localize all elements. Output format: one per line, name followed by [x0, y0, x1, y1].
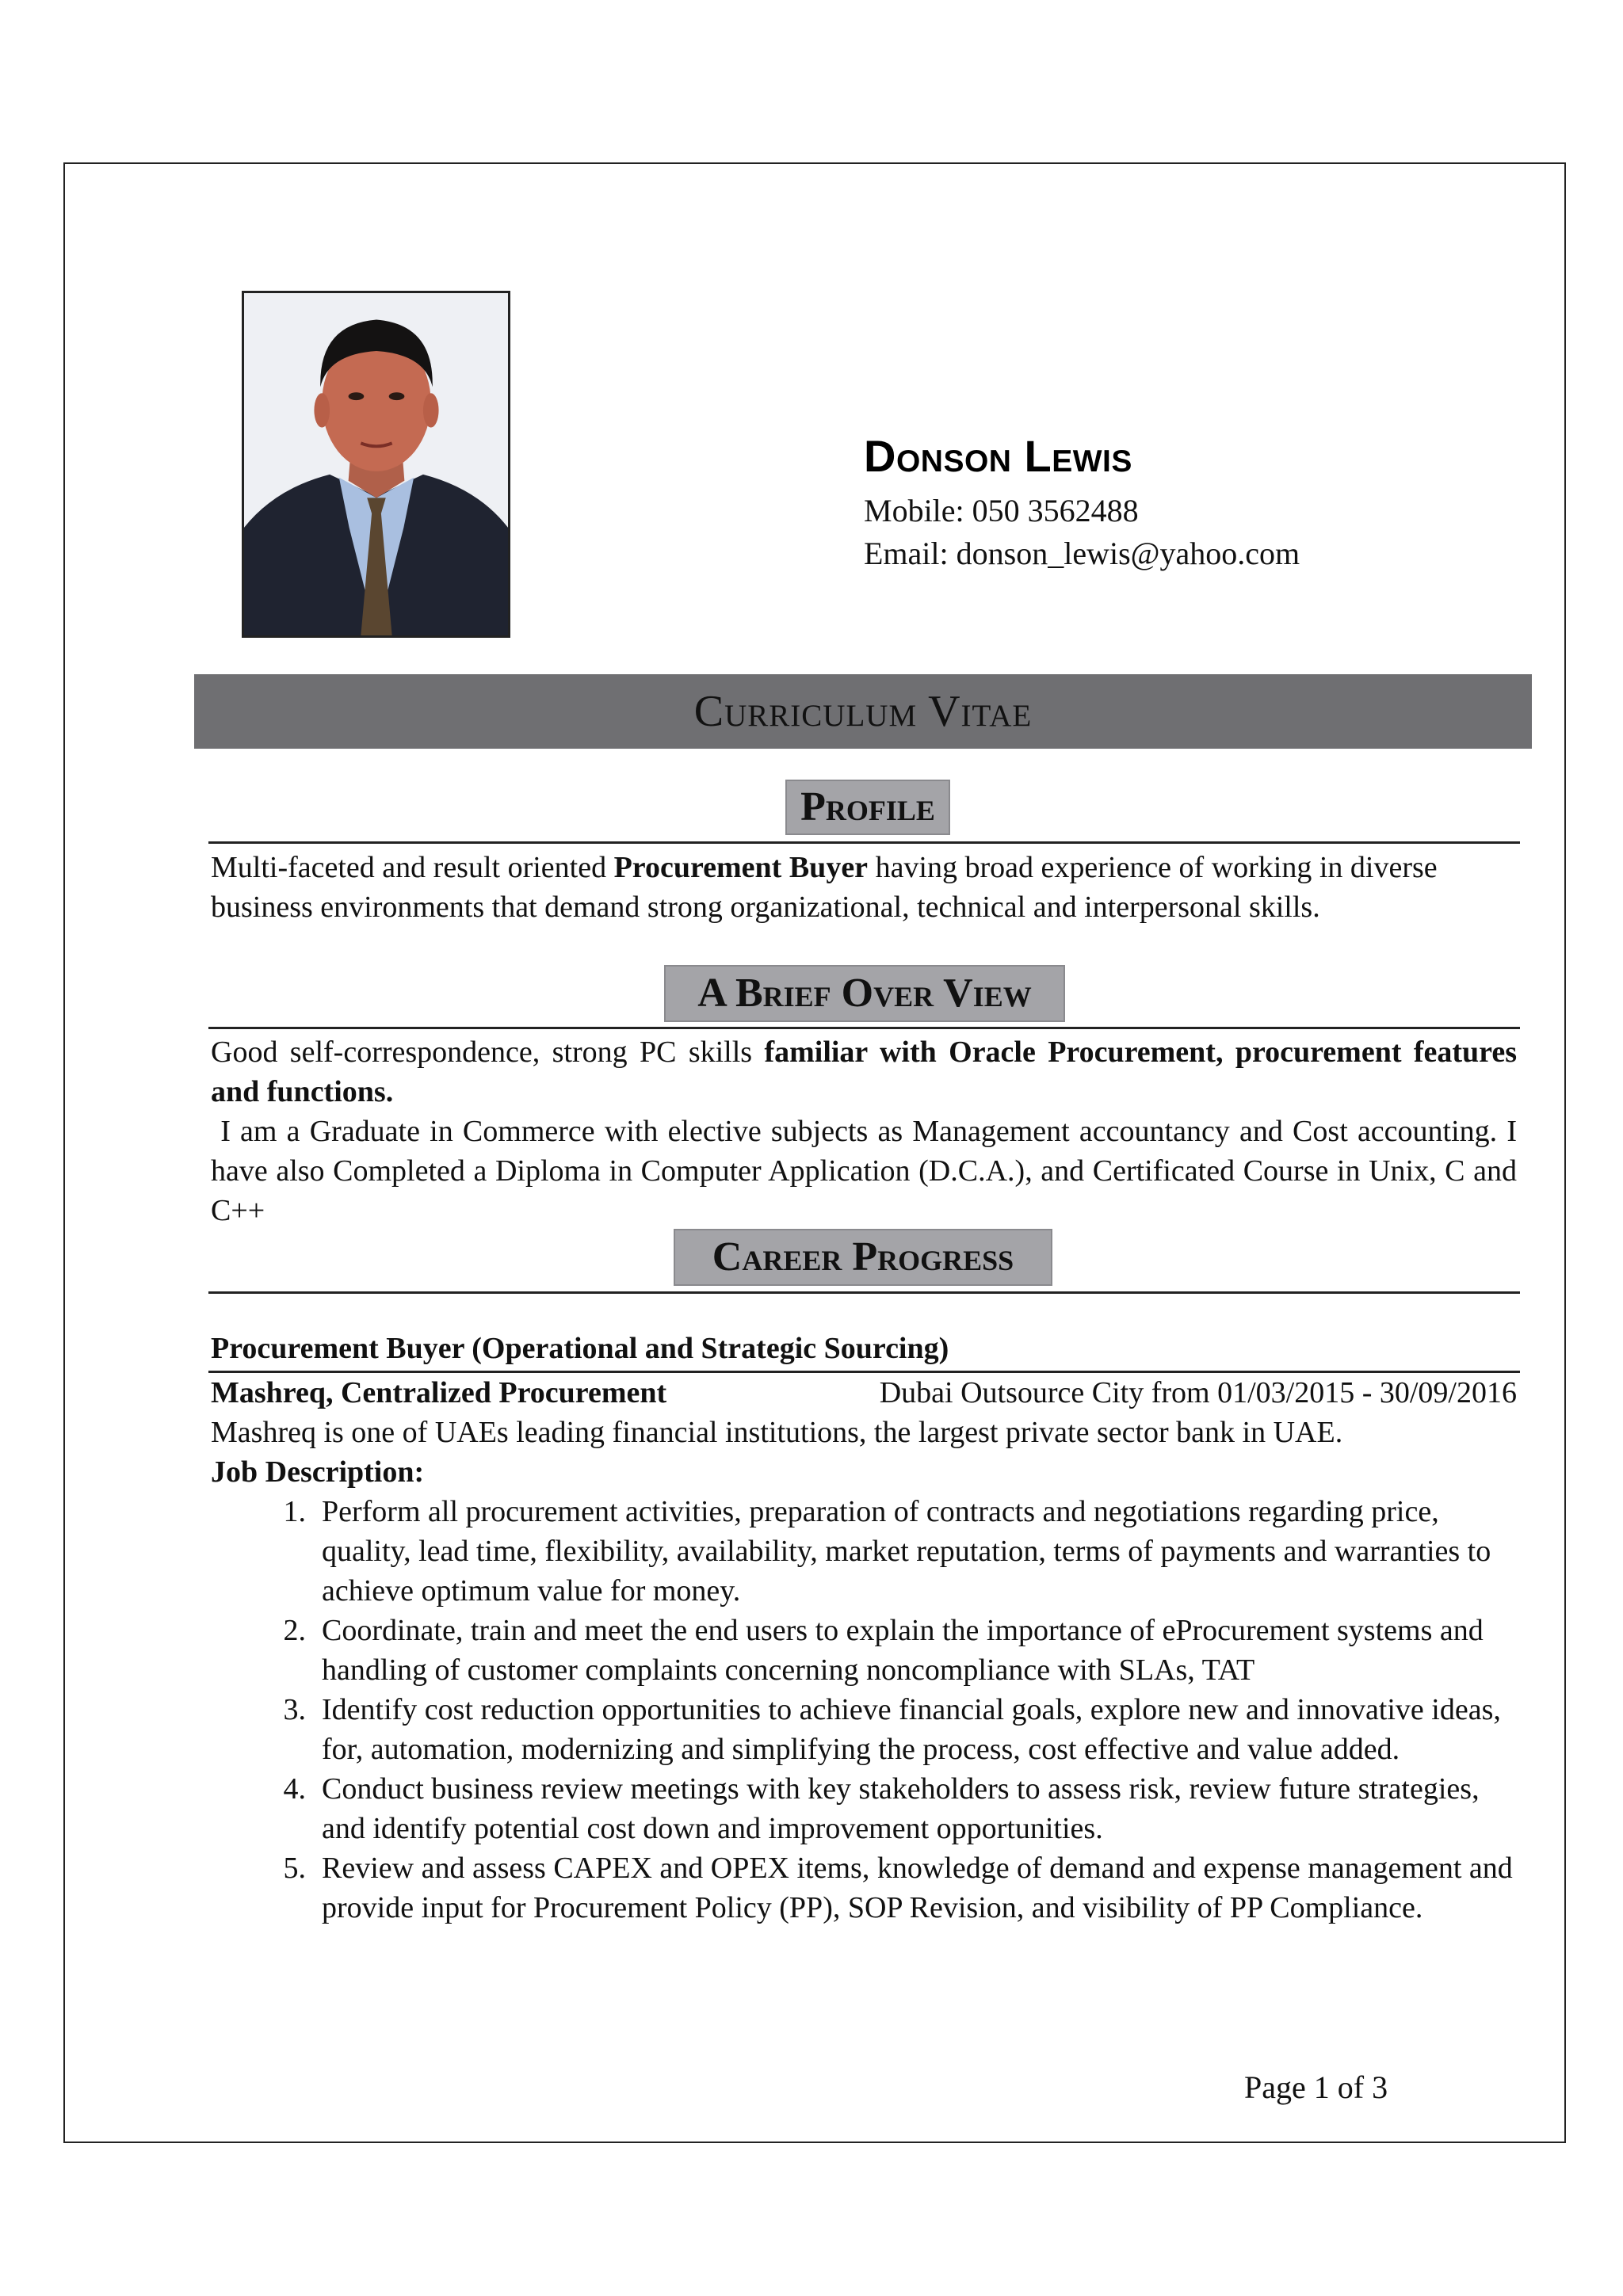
- company-name: Mashreq, Centralized Procurement: [211, 1376, 667, 1409]
- overview-text-bold: familiar with Oracle Procurement, procurement features and functions.: [211, 1035, 1517, 1108]
- profile-heading: [785, 780, 950, 835]
- overview-heading: [664, 965, 1065, 1022]
- list-item-text: Conduct business review meetings with key stakeholders to assess risk, review future strategies, and identify potential cost down and improvement opportunities.: [322, 1772, 1480, 1845]
- page-number: Page 1 of 3: [1244, 2069, 1388, 2105]
- cv-title-banner: [194, 674, 1532, 749]
- profile-text: [211, 848, 1517, 927]
- list-item: [211, 1611, 1517, 1690]
- job-title: Procurement Buyer (Operational and Strategic Sourcing): [211, 1332, 949, 1365]
- email-address: Email: donson_lewis@yahoo.com: [864, 536, 1300, 571]
- overview-heading-text: A Brief Over View: [697, 971, 1032, 1016]
- overview-rule: [208, 1027, 1520, 1029]
- list-item-number: 1.: [283, 1495, 306, 1528]
- list-item: [211, 1492, 1517, 1611]
- cv-title: Curriculum Vitae: [693, 687, 1033, 736]
- list-item: [211, 1848, 1517, 1928]
- list-item-text: Review and assess CAPEX and OPEX items, knowledge of demand and expense management and provide input for Procurement Policy (PP), SOP Revision, and visibility of PP Compliance.: [322, 1852, 1513, 1924]
- list-item: [211, 1690, 1517, 1769]
- company-row: [211, 1373, 1517, 1413]
- company-description: Mashreq is one of UAEs leading financial institutions, the largest private sector bank in UAE.: [211, 1416, 1343, 1449]
- list-item-number: 4.: [283, 1772, 306, 1806]
- profile-text-bold: Procurement Buyer: [613, 851, 869, 884]
- career-rule: [208, 1291, 1520, 1294]
- overview-text-part: Good self-correspondence, strong PC skills: [211, 1035, 765, 1069]
- list-item: [211, 1769, 1517, 1848]
- career-heading: [674, 1229, 1052, 1286]
- career-heading-text: Career Progress: [712, 1234, 1014, 1280]
- job-location-dates: Dubai Outsource City from 01/03/2015 - 30/09/2016: [879, 1376, 1517, 1409]
- profile-text-part: Multi-faceted and result oriented: [211, 851, 614, 884]
- overview-paragraph-1: [211, 1032, 1517, 1112]
- profile-rule: [208, 841, 1520, 844]
- mobile-number: Mobile: 050 3562488: [864, 493, 1139, 528]
- list-item-text: Identify cost reduction opportunities to achieve financial goals, explore new and innovative ideas, for, automation, modernizing and simplifying the process, cost effective and value added.: [322, 1693, 1501, 1766]
- profile-heading-text: Profile: [800, 784, 935, 830]
- list-item-text: Perform all procurement activities, preparation of contracts and negotiations regarding price, quality, lead time, flexibility, availability, market reputation, terms of payments and warranties to achieve optimum value for money.: [322, 1495, 1491, 1608]
- duties-list: [211, 1492, 1517, 1928]
- candidate-name: Donson Lewis: [864, 431, 1132, 481]
- overview-paragraph-2: I am a Graduate in Commerce with elective subjects as Management accountancy and Cost accounting. I have also Completed a Diploma in Computer Application (D.C.A.), and Certificated Course in Unix, C and C++: [211, 1115, 1525, 1227]
- profile-photo: [242, 291, 510, 638]
- contact-block: [864, 431, 1498, 575]
- profile-text-part: having broad experience of working in diverse business environments that demand strong organizational, technical and interpersonal skills.: [211, 851, 1438, 924]
- list-item-number: 3.: [283, 1693, 306, 1726]
- list-item-number: 5.: [283, 1852, 306, 1885]
- list-item-text: Coordinate, train and meet the end users to explain the importance of eProcurement systems and handling of customer complaints concerning noncompliance with SLAs, TAT: [322, 1614, 1484, 1687]
- list-item-number: 2.: [283, 1614, 306, 1647]
- job-description-label: Job Description:: [211, 1455, 425, 1489]
